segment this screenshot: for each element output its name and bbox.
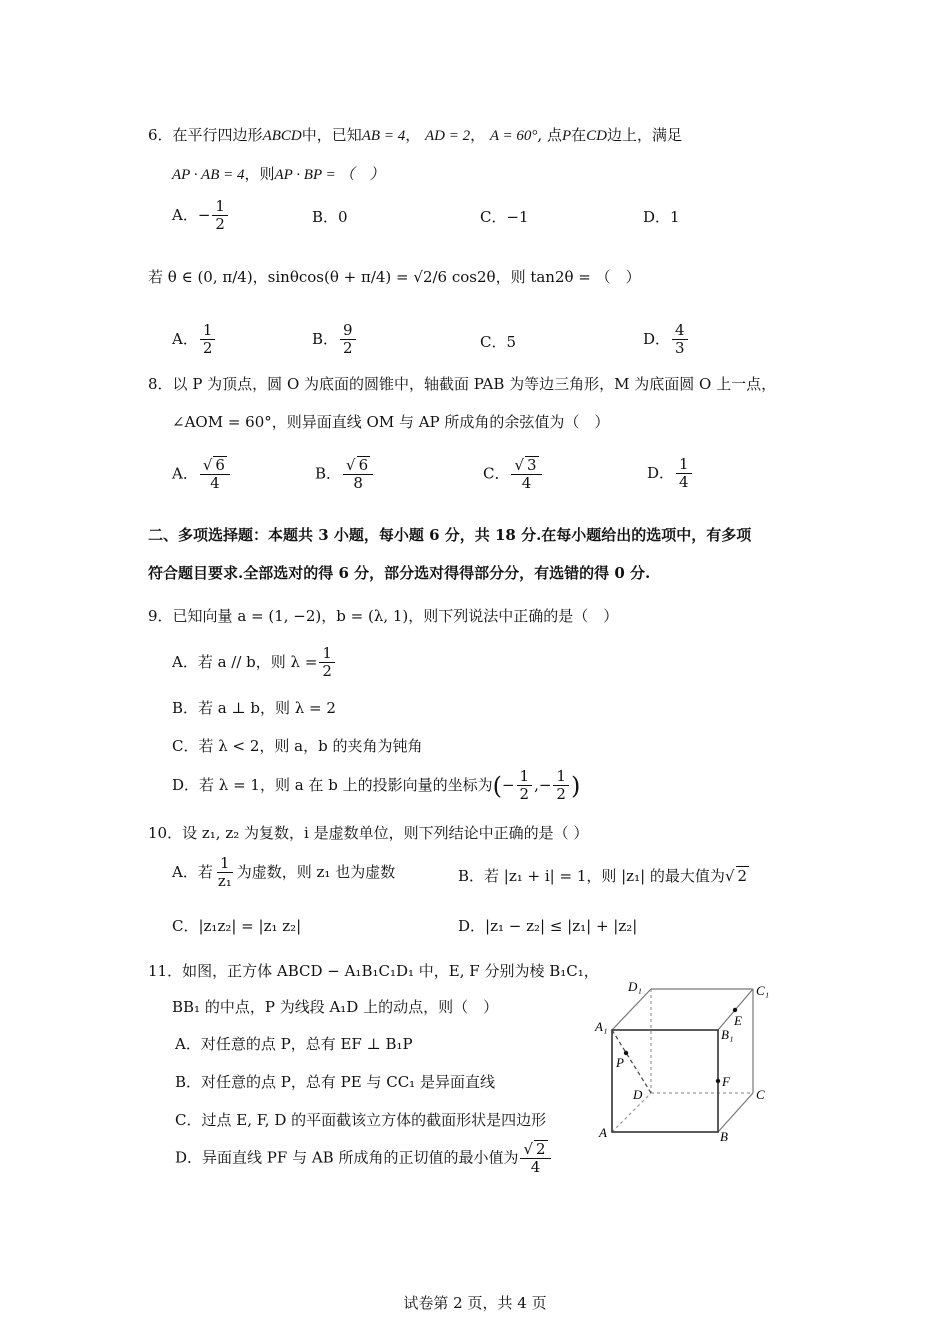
page-footer: 试卷第 2 页，共 4 页 (403, 1294, 547, 1312)
cube-diagram (590, 975, 780, 1150)
q8-line2: ∠AOM = 60°，则异面直线 OM 与 AP 所成角的余弦值为（ ） (172, 413, 610, 431)
q9-stem-text: 已知向量 a = (1, −2)，b = (λ, 1)，则下列说法中正确的是（ ） (172, 607, 619, 625)
q9-option-d: D．若 λ = 1，则 a 在 b 上的投影向量的坐标为(− $\frac{1}{2}$ ,− $\frac{1}{2}$ ) (172, 767, 581, 804)
q11-line1-text: 如图，正方体 ABCD − A₁B₁C₁D₁ 中，E, F 分别为棱 B₁C₁， (182, 962, 599, 980)
q8-option-a: A． $\frac{√ 6}{4}$ (172, 456, 232, 493)
q9-option-c: C．若 λ < 2，则 a，b 的夹角为钝角 (172, 737, 423, 755)
q10-stem (148, 822, 588, 843)
q11-option-b: B．对任意的点 P，总有 PE 与 CC₁ 是异面直线 (175, 1073, 495, 1091)
q10-option-b: B．若 |z₁ + i| = 1，则 |z₁| 的最大值为√ 2 (458, 867, 748, 885)
q10-b-val: 2 (737, 867, 748, 885)
q7-a-den: 2 (202, 339, 213, 358)
q11-d-text: D．异面直线 PF 与 AB 所成角的正切值的最小值为 (175, 1148, 519, 1167)
q11-d-num: 2 (536, 1140, 546, 1158)
q6-line1: 6．在平行四边形ABCD中，已知AB = 4， AD = 2， A = 60°, 点P在CD边上，满足 (148, 126, 682, 144)
label-a: A (599, 1125, 607, 1140)
section2-line1: 二、多项选择题：本题共 3 小题，每小题 6 分，共 18 分.在每小题给出的选项中，有多项 (148, 526, 752, 544)
q11-line1 (148, 960, 599, 981)
section2-line2: 符合题目要求.全部选对的得 6 分，部分选对得得部分分，有选错的得 0 分. (148, 564, 651, 582)
q6-cd: CD (586, 128, 607, 144)
q9-d-num2: 1 (553, 768, 569, 786)
q6-option-a (172, 198, 230, 234)
q10-a-pre: A．若 (172, 862, 213, 881)
q8-b-den: 8 (353, 474, 363, 493)
label-p: P (616, 1055, 624, 1070)
q7-option-b: B． $\frac{9}{2}$ (312, 322, 358, 358)
q10-option-c: C．|z₁z₂| = |z₁ z₂| (172, 917, 302, 935)
q8-option-b: B． $\frac{√ 6}{8}$ (315, 456, 375, 493)
q10-option-a (172, 855, 395, 891)
q6-stem-pre: 在平行四边形 (172, 126, 263, 144)
q6-line2 (172, 163, 384, 184)
q7-b-num: 9 (340, 322, 356, 340)
q10-a-den: z₁ (217, 872, 232, 891)
q7-option-d: D． $\frac{4}{3}$ (643, 322, 690, 358)
q9-option-b: B．若 a ⊥ b，则 λ = 2 (172, 699, 336, 717)
q9-d-den1: 2 (519, 785, 530, 804)
q10-stem-text: 设 z₁, z₂ 为复数，i 是虚数单位，则下列结论中正确的是（ ） (182, 824, 589, 842)
label-c1: C₁ (756, 983, 770, 998)
q6-ask-expr: AP · BP = （ ） (274, 167, 385, 183)
q6-number: 6． (148, 126, 173, 144)
q6-option-a-frac (212, 198, 228, 234)
label-b: B (720, 1129, 728, 1144)
q6-a-den: 2 (215, 215, 225, 234)
q11-option-d: D．异面直线 PF 与 AB 所成角的正切值的最小值为 $\frac{√ 2}{4}$ (175, 1140, 553, 1177)
q10-a-num: 1 (217, 855, 233, 873)
q7-option-a: A． $\frac{1}{2}$ (172, 322, 217, 358)
q7-stem: 若 θ ∈ (0, π/4)，sinθcos(θ + π/4) = √2/6 cos2θ，则 tan2θ = （ ） (148, 268, 641, 286)
q8-d-den: 4 (679, 473, 689, 492)
q6-abcd: ABCD (262, 128, 302, 144)
q9-a-num: 1 (319, 645, 335, 663)
label-e: E (734, 1013, 742, 1028)
q8-line1: 以 P 为顶点，圆 O 为底面的圆锥中，轴截面 PAB 为等边三角形，M 为底面圆 O 上一点， (172, 375, 777, 393)
q7-d-num: 4 (672, 322, 688, 340)
q6-ab-eq: AB = 4 (361, 128, 406, 144)
q11-line2: BB₁ 的中点，P 为线段 A₁D 上的动点，则（ ） (172, 998, 499, 1016)
q11-number: 11． (148, 962, 183, 980)
q11-option-c: C．过点 E, F, D 的平面截该立方体的截面形状是四边形 (175, 1111, 547, 1129)
q6-option-d: D．1 (643, 208, 680, 226)
q10-number: 10． (148, 824, 183, 842)
label-a1: A₁ (595, 1019, 608, 1034)
q9-number: 9． (148, 607, 173, 625)
q7-b-den: 2 (343, 339, 353, 358)
q7-option-c: C．5 (480, 333, 517, 351)
q9-d-text: D．若 λ = 1，则 a 在 b 上的投影向量的坐标为 (172, 775, 493, 794)
q9-option-a (172, 645, 337, 681)
q9-stem (148, 605, 618, 626)
q8-c-den: 4 (521, 474, 532, 493)
cube-figure (590, 975, 780, 1150)
q8-option-d: D． $\frac{1}{4}$ (647, 456, 694, 492)
q6-condition: AP · AB = 4 (172, 167, 245, 183)
q8-d-num: 1 (676, 456, 692, 474)
q10-option-d: D．|z₁ − z₂| ≤ |z₁| + |z₂| (458, 917, 638, 935)
q9-a-text: A．若 a // b，则 λ = (172, 652, 318, 671)
q7-a-num: 1 (200, 322, 216, 340)
label-d1: D₁ (628, 979, 642, 994)
q6-stem-mid2: , 点 (537, 126, 562, 144)
q6-option-b: B．0 (312, 208, 348, 226)
q8-b-num: 6 (358, 456, 369, 474)
q8-c-num: 3 (527, 456, 537, 474)
q6-stem-mid1: 中，已知 (301, 126, 362, 144)
q8-number-line1 (148, 373, 776, 394)
q6-option-a-sign: − (197, 205, 211, 224)
q6-p: P (561, 128, 572, 144)
q6-stem-mid3: 在 (571, 126, 587, 144)
q8-a-num: 6 (215, 456, 225, 474)
q6-angle: A = 60° (489, 128, 538, 144)
q8-option-c: C． $\frac{√ 3}{4}$ (483, 456, 544, 493)
q9-d-num1: 1 (517, 768, 533, 786)
q8-a-den: 4 (210, 474, 220, 493)
q11-d-den: 4 (530, 1158, 541, 1177)
q6-ad-eq: AD = 2 (424, 128, 471, 144)
q6-option-a-label: A． (172, 205, 198, 224)
q6-stem-end: 边上，满足 (606, 126, 682, 144)
q9-d-den2: 2 (556, 785, 566, 804)
q9-a-den: 2 (322, 662, 332, 681)
q6-a-num: 1 (212, 198, 228, 216)
label-d: D (633, 1087, 643, 1102)
q6-option-c: C．−1 (480, 208, 529, 226)
q7-d-den: 3 (675, 339, 685, 358)
q6-ask: ，则 (244, 165, 275, 183)
label-c: C (756, 1087, 765, 1102)
q10-a-post: 为虚数，则 z₁ 也为虚数 (236, 862, 396, 881)
q11-option-a: A．对任意的点 P，总有 EF ⊥ B₁P (175, 1035, 413, 1053)
q10-b-text: B．若 |z₁ + i| = 1，则 |z₁| 的最大值为 (458, 867, 725, 885)
label-b1: B₁ (721, 1027, 734, 1042)
label-f: F (722, 1074, 730, 1089)
q8-number: 8． (148, 375, 173, 393)
